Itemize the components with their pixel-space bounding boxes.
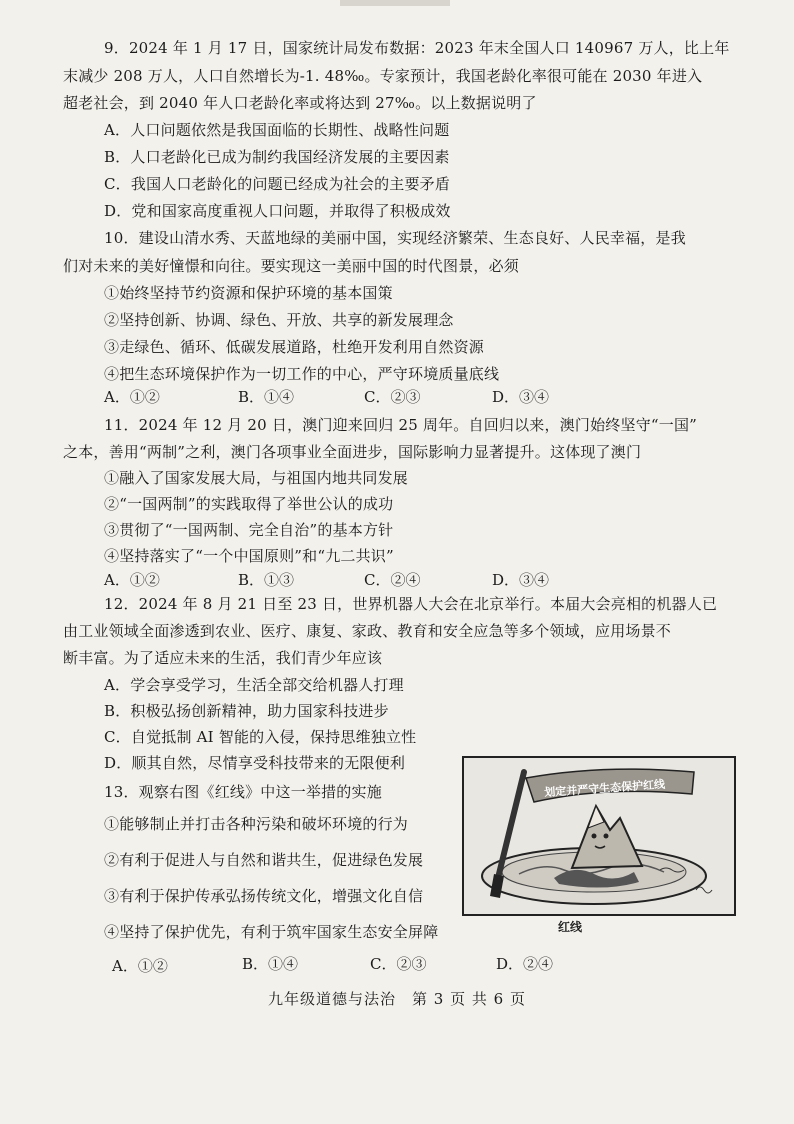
q13-option-b: B．①④ xyxy=(242,955,299,973)
q12-line-1: 12．2024 年 8 月 21 日至 23 日，世界机器人大会在北京举行。本届大会亮相的机器人已 xyxy=(104,595,718,613)
q9-option-a: A．人口问题依然是我国面临的长期性、战略性问题 xyxy=(104,121,450,139)
q12-option-c: C．自觉抵制 AI 智能的入侵，保持思维独立性 xyxy=(104,728,417,746)
q9-option-d: D．党和国家高度重视人口问题，并取得了积极成效 xyxy=(104,202,451,220)
q13-option-c: C．②③ xyxy=(370,955,427,973)
q12-option-b: B．积极弘扬创新精神，助力国家科技进步 xyxy=(104,702,389,720)
q10-option-a: A．①② xyxy=(104,388,160,406)
q9-line-2: 末减少 208 万人，人口自然增长为-1. 48‰。专家预计，我国老龄化率很可能在 2030 年进入 xyxy=(63,67,703,85)
q13-item-3: ③有利于保护传承弘扬传统文化，增强文化自信 xyxy=(104,887,424,905)
q9-line-3: 超老社会，到 2040 年人口老龄化率或将达到 27‰。以上数据说明了 xyxy=(63,94,537,112)
q11-line-1: 11．2024 年 12 月 20 日，澳门迎来回归 25 周年。自回归以来，澳门始终坚守“一国” xyxy=(104,416,698,434)
mountain-eye-right xyxy=(604,834,609,839)
artist-signature xyxy=(696,887,712,893)
q10-line-2: 们对未来的美好憧憬和向往。要实现这一美丽中国的时代图景，必须 xyxy=(63,257,520,275)
cartoon-illustration xyxy=(464,758,734,914)
q12-line-3: 断丰富。为了适应未来的生活，我们青少年应该 xyxy=(63,649,383,667)
figure-caption: 红线 xyxy=(558,920,583,934)
q13-item-1: ①能够制止并打击各种污染和破坏环境的行为 xyxy=(104,815,409,833)
q11-item-4: ④坚持落实了“一个中国原则”和“九二共识” xyxy=(104,547,394,565)
q11-option-c: C．②④ xyxy=(364,571,421,589)
q13-item-4: ④坚持了保护优先，有利于筑牢国家生态安全屏障 xyxy=(104,923,439,941)
q10-item-4: ④把生态环境保护作为一切工作的中心，严守环境质量底线 xyxy=(104,365,500,383)
q10-item-1: ①始终坚持节约资源和保护环境的基本国策 xyxy=(104,284,393,302)
q13-option-a: A．①② xyxy=(112,957,168,975)
q12-line-2: 由工业领域全面渗透到农业、医疗、康复、家政、教育和安全应急等多个领域，应用场景不 xyxy=(63,622,672,640)
q10-option-b: B．①④ xyxy=(238,388,295,406)
q12-option-a: A．学会享受学习，生活全部交给机器人打理 xyxy=(104,676,404,694)
q13-option-d: D．②④ xyxy=(496,955,554,973)
q11-option-a: A．①② xyxy=(104,571,160,589)
banner-text: 划定并严守生态保护红线 xyxy=(543,777,666,800)
scan-mark xyxy=(340,0,450,6)
q10-item-2: ②坚持创新、协调、绿色、开放、共享的新发展理念 xyxy=(104,311,454,329)
q11-item-1: ①融入了国家发展大局，与祖国内地共同发展 xyxy=(104,469,409,487)
page-footer: 九年级道德与法治 第 3 页 共 6 页 xyxy=(268,990,526,1008)
q11-option-d: D．③④ xyxy=(492,571,550,589)
q11-item-3: ③贯彻了“一国两制、完全自治”的基本方针 xyxy=(104,521,394,539)
redline-cartoon xyxy=(462,756,736,916)
q11-option-b: B．①③ xyxy=(238,571,295,589)
q10-item-3: ③走绿色、循环、低碳发展道路，杜绝开发利用自然资源 xyxy=(104,338,485,356)
q9-option-c: C．我国人口老龄化的问题已经成为社会的主要矛盾 xyxy=(104,175,451,193)
q11-line-2: 之本，善用“两制”之利，澳门各项事业全面进步，国际影响力显著提升。这体现了澳门 xyxy=(63,443,642,461)
q10-line-1: 10．建设山清水秀、天蓝地绿的美丽中国，实现经济繁荣、生态良好、人民幸福，是我 xyxy=(104,229,686,247)
q9-option-b: B．人口老龄化已成为制约我国经济发展的主要因素 xyxy=(104,148,450,166)
q12-option-d: D．顺其自然，尽情享受科技带来的无限便利 xyxy=(104,754,406,772)
q9-line-1: 9．2024 年 1 月 17 日，国家统计局发布数据：2023 年末全国人口 140967 万人，比上年 xyxy=(104,39,730,57)
q13-item-2: ②有利于促进人与自然和谐共生，促进绿色发展 xyxy=(104,851,424,869)
q10-option-c: C．②③ xyxy=(364,388,421,406)
q11-item-2: ②“一国两制”的实践取得了举世公认的成功 xyxy=(104,495,394,513)
q10-option-d: D．③④ xyxy=(492,388,550,406)
q13-line-1: 13．观察右图《红线》中这一举措的实施 xyxy=(104,783,382,801)
mountain-eye-left xyxy=(592,834,597,839)
